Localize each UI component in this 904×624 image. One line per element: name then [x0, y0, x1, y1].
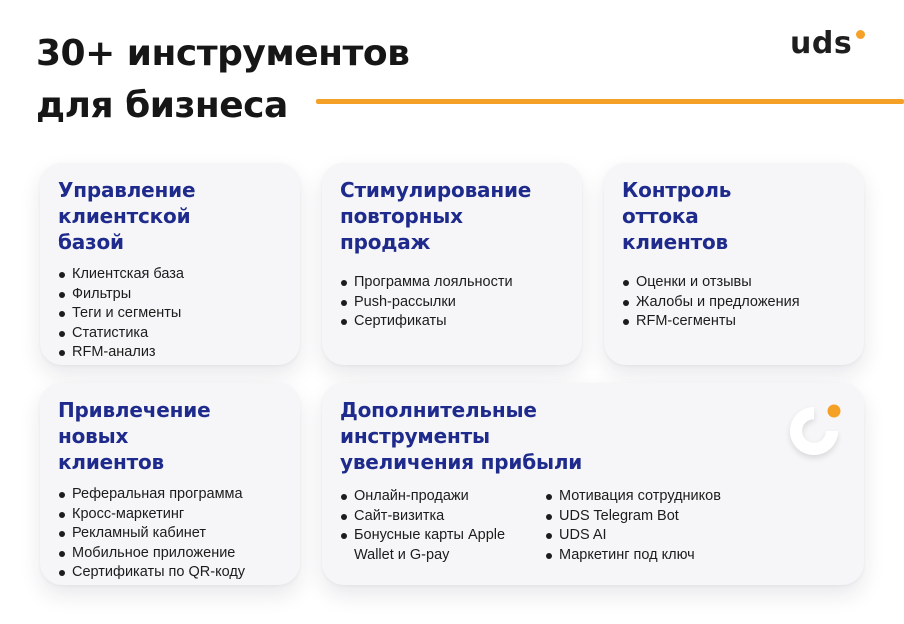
- feature-list-right: [545, 487, 721, 565]
- card-title: Привлечение новых клиентов: [58, 398, 211, 474]
- list-item: RFM-сегменты: [622, 312, 846, 332]
- uds-logo-ring-icon: [782, 399, 846, 463]
- list-item: Жалобы и предложения: [622, 293, 846, 313]
- card-title: Управление клиентской базой: [58, 178, 196, 254]
- feature-list: [622, 273, 846, 332]
- list-item: Оценки и отзывы: [622, 273, 846, 293]
- card-new-clients: [40, 383, 300, 585]
- card-churn-control: [604, 163, 864, 365]
- list-item: Сайт-визитка: [340, 507, 545, 527]
- feature-columns: [340, 487, 846, 565]
- list-item: Мобильное приложение: [58, 544, 282, 564]
- list-item: Мотивация сотрудников: [545, 487, 721, 507]
- list-item: RFM-анализ: [58, 343, 282, 363]
- card-client-base: [40, 163, 300, 365]
- list-item: Теги и сегменты: [58, 304, 282, 324]
- list-item: UDS Telegram Bot: [545, 507, 721, 527]
- list-item: UDS AI: [545, 526, 721, 546]
- card-title: Контроль оттока клиентов: [622, 178, 732, 254]
- feature-list: [58, 485, 282, 583]
- list-item: Кросс-маркетинг: [58, 505, 282, 525]
- list-item: Реферальная программа: [58, 485, 282, 505]
- card-extra-tools: [322, 383, 864, 585]
- card-repeat-sales: [322, 163, 582, 365]
- list-item: Программа лояльности: [340, 273, 564, 293]
- list-item: Маркетинг под ключ: [545, 546, 721, 566]
- uds-logo: uds: [790, 26, 853, 61]
- list-item: Push-рассылки: [340, 293, 564, 313]
- feature-list: [340, 273, 564, 332]
- title-line-1: 30+ инструментов: [36, 33, 410, 74]
- logo-dot-icon: [856, 30, 865, 39]
- list-item: Фильтры: [58, 285, 282, 305]
- accent-divider: [316, 99, 904, 104]
- page-title: [36, 28, 409, 132]
- list-item: Онлайн-продажи: [340, 487, 545, 507]
- card-title: Дополнительные инструменты увеличения прибыли: [340, 398, 583, 474]
- list-item: Сертификаты по QR-коду: [58, 563, 282, 583]
- list-item: Сертификаты: [340, 312, 564, 332]
- list-item: Клиентская база: [58, 265, 282, 285]
- list-item: Рекламный кабинет: [58, 524, 282, 544]
- title-line-2: для бизнеса: [36, 85, 288, 126]
- list-item: Статистика: [58, 324, 282, 344]
- feature-list: [58, 265, 282, 363]
- card-title: Стимулирование повторных продаж: [340, 178, 532, 254]
- feature-list-left: [340, 487, 545, 565]
- list-item: Бонусные карты Apple Wallet и G-pay: [340, 526, 545, 565]
